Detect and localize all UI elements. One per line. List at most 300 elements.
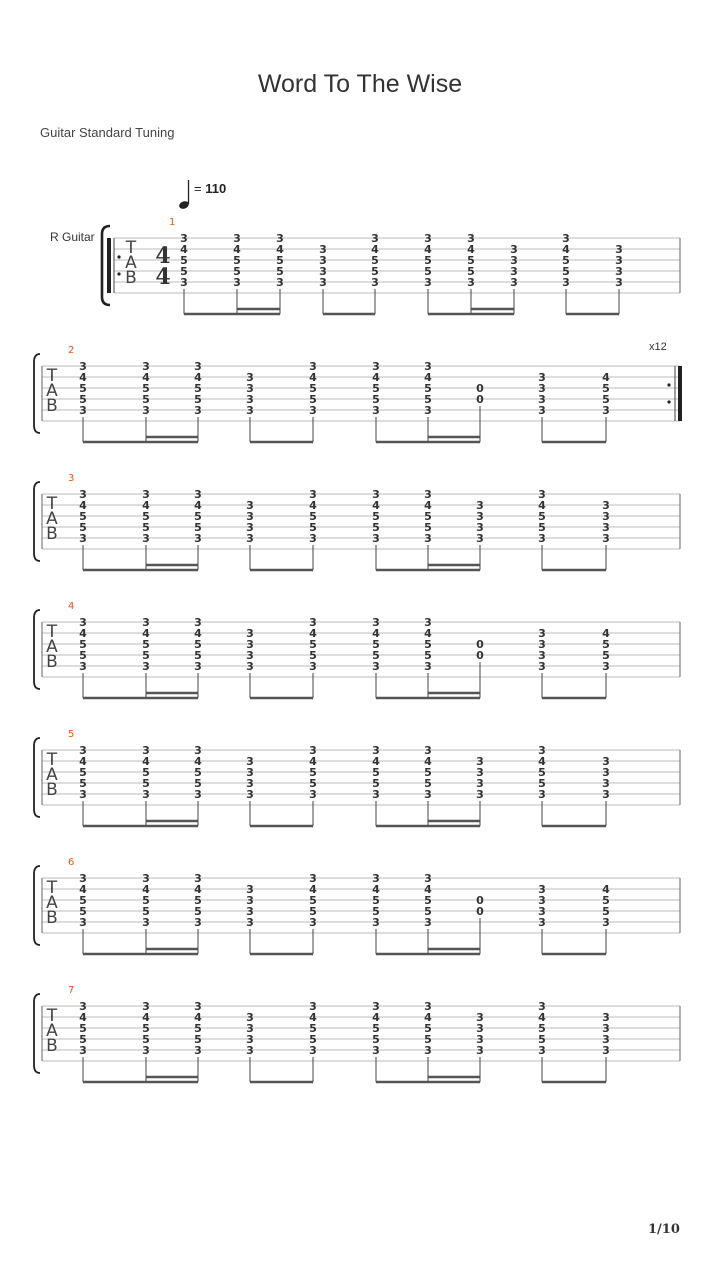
- tab-letter-a: A: [46, 637, 58, 657]
- fret-number: 4: [79, 371, 87, 384]
- fret-number: 4: [233, 243, 241, 256]
- tab-letter-a: A: [125, 253, 137, 273]
- fret-number: 3: [276, 232, 284, 245]
- beat: [142, 744, 150, 826]
- fret-number: 3: [233, 232, 241, 245]
- fret-number: 3: [538, 1044, 546, 1057]
- fret-number: 5: [424, 382, 432, 395]
- fret-number: 3: [246, 510, 254, 523]
- system-bracket: [34, 866, 40, 945]
- fret-number: 4: [194, 627, 202, 640]
- fret-number: 3: [510, 265, 518, 278]
- fret-number: 3: [615, 276, 623, 289]
- fret-number: 0: [476, 894, 484, 907]
- fret-number: 3: [142, 532, 150, 545]
- instrument-label: R Guitar: [50, 230, 95, 244]
- fret-number: 4: [79, 755, 87, 768]
- beat: [602, 499, 610, 570]
- beat: [194, 360, 202, 442]
- fret-number: 5: [372, 649, 380, 662]
- fret-number: 5: [602, 894, 610, 907]
- fret-number: 3: [510, 243, 518, 256]
- tab-letter-t: T: [46, 622, 58, 642]
- fret-number: 3: [194, 788, 202, 801]
- fret-number: 4: [602, 883, 610, 896]
- fret-number: 3: [602, 404, 610, 417]
- fret-number: 3: [319, 265, 327, 278]
- beat: [79, 744, 87, 826]
- fret-number: 5: [276, 254, 284, 267]
- fret-number: 3: [319, 276, 327, 289]
- fret-number: 4: [424, 883, 432, 896]
- fret-number: 3: [194, 1044, 202, 1057]
- fret-number: 5: [180, 265, 188, 278]
- beat: [476, 382, 484, 442]
- fret-number: 4: [372, 627, 380, 640]
- fret-number: 5: [194, 1022, 202, 1035]
- fret-number: 3: [309, 488, 317, 501]
- fret-number: 3: [246, 1033, 254, 1046]
- fret-number: 3: [194, 1000, 202, 1013]
- fret-number: 3: [246, 521, 254, 534]
- fret-number: 3: [309, 532, 317, 545]
- fret-number: 3: [194, 616, 202, 629]
- tab-letter-a: A: [46, 765, 58, 785]
- fret-number: 5: [309, 510, 317, 523]
- fret-number: 3: [309, 744, 317, 757]
- tab-letter-a: A: [46, 893, 58, 913]
- fret-number: 5: [79, 894, 87, 907]
- fret-number: 3: [194, 488, 202, 501]
- fret-number: 3: [476, 777, 484, 790]
- fret-number: 3: [372, 788, 380, 801]
- beat: [602, 883, 610, 954]
- fret-number: 3: [372, 744, 380, 757]
- fret-number: 5: [79, 638, 87, 651]
- beat: [79, 488, 87, 570]
- fret-number: 3: [476, 499, 484, 512]
- fret-number: 3: [246, 649, 254, 662]
- fret-number: 0: [476, 638, 484, 651]
- fret-number: 5: [194, 638, 202, 651]
- fret-number: 4: [467, 243, 475, 256]
- beat: [424, 1000, 432, 1082]
- fret-number: 3: [538, 371, 546, 384]
- fret-number: 5: [372, 510, 380, 523]
- tab-letter-t: T: [125, 238, 137, 258]
- fret-number: 3: [538, 649, 546, 662]
- fret-number: 3: [246, 627, 254, 640]
- fret-number: 5: [372, 1022, 380, 1035]
- tab-letter-t: T: [46, 494, 58, 514]
- tab-letter-t: T: [46, 366, 58, 386]
- fret-number: 5: [424, 265, 432, 278]
- fret-number: 3: [602, 1044, 610, 1057]
- fret-number: 4: [79, 627, 87, 640]
- fret-number: 4: [424, 755, 432, 768]
- fret-number: 3: [194, 660, 202, 673]
- fret-number: 5: [194, 649, 202, 662]
- fret-number: 3: [319, 254, 327, 267]
- beat: [233, 232, 241, 314]
- fret-number: 3: [246, 883, 254, 896]
- fret-number: 5: [79, 766, 87, 779]
- fret-number: 3: [246, 660, 254, 673]
- measure-number: 2: [68, 345, 75, 356]
- fret-number: 3: [538, 905, 546, 918]
- fret-number: 5: [142, 894, 150, 907]
- system-bracket: [34, 354, 40, 433]
- beat: [309, 1000, 317, 1082]
- fret-number: 4: [371, 243, 379, 256]
- fret-number: 4: [538, 1011, 546, 1024]
- fret-number: 3: [424, 532, 432, 545]
- fret-number: 3: [476, 510, 484, 523]
- fret-number: 5: [309, 521, 317, 534]
- beat: [602, 755, 610, 826]
- fret-number: 3: [246, 766, 254, 779]
- fret-number: 5: [142, 905, 150, 918]
- fret-number: 5: [142, 521, 150, 534]
- beat: [467, 232, 475, 314]
- beat: [319, 243, 327, 314]
- fret-number: 3: [246, 393, 254, 406]
- fret-number: 5: [424, 521, 432, 534]
- measure-number: 3: [68, 473, 75, 484]
- tab-letter-b: B: [46, 1036, 58, 1056]
- fret-number: 3: [372, 1044, 380, 1057]
- fret-number: 3: [319, 243, 327, 256]
- beat: [538, 883, 546, 954]
- fret-number: 3: [194, 360, 202, 373]
- fret-number: 5: [142, 638, 150, 651]
- beat: [538, 1000, 546, 1082]
- fret-number: 3: [142, 404, 150, 417]
- tab-letter-t: T: [46, 878, 58, 898]
- fret-number: 3: [538, 393, 546, 406]
- fret-number: 3: [79, 916, 87, 929]
- beat: [424, 488, 432, 570]
- fret-number: 5: [309, 766, 317, 779]
- fret-number: 5: [538, 777, 546, 790]
- system-bracket: [34, 738, 40, 817]
- fret-number: 4: [602, 371, 610, 384]
- beat: [142, 488, 150, 570]
- fret-number: 3: [372, 360, 380, 373]
- fret-number: 3: [476, 766, 484, 779]
- fret-number: 3: [538, 788, 546, 801]
- beat: [79, 1000, 87, 1082]
- fret-number: 3: [246, 755, 254, 768]
- fret-number: 3: [142, 788, 150, 801]
- fret-number: 5: [372, 521, 380, 534]
- beat: [246, 1011, 254, 1082]
- fret-number: 5: [538, 1022, 546, 1035]
- beat: [309, 616, 317, 698]
- fret-number: 4: [142, 755, 150, 768]
- fret-number: 5: [79, 510, 87, 523]
- fret-number: 5: [562, 254, 570, 267]
- fret-number: 3: [615, 254, 623, 267]
- beat: [602, 371, 610, 442]
- fret-number: 3: [602, 777, 610, 790]
- fret-number: 3: [309, 872, 317, 885]
- beat: [372, 360, 380, 442]
- beat: [79, 360, 87, 442]
- fret-number: 3: [246, 499, 254, 512]
- beat: [562, 232, 570, 314]
- beat: [371, 232, 379, 314]
- fret-number: 3: [372, 1000, 380, 1013]
- fret-number: 4: [309, 1011, 317, 1024]
- fret-number: 5: [142, 393, 150, 406]
- fret-number: 3: [476, 1022, 484, 1035]
- fret-number: 3: [372, 616, 380, 629]
- fret-number: 5: [602, 905, 610, 918]
- fret-number: 4: [142, 883, 150, 896]
- fret-number: 4: [194, 499, 202, 512]
- fret-number: 3: [424, 1044, 432, 1057]
- fret-number: 5: [276, 265, 284, 278]
- fret-number: 5: [372, 638, 380, 651]
- measure-number: 7: [68, 985, 75, 996]
- beat: [372, 488, 380, 570]
- fret-number: 3: [424, 916, 432, 929]
- repeat-dot: [117, 255, 120, 258]
- fret-number: 3: [602, 788, 610, 801]
- fret-number: 3: [424, 788, 432, 801]
- fret-number: 3: [372, 488, 380, 501]
- fret-number: 3: [79, 744, 87, 757]
- beat: [142, 616, 150, 698]
- beat: [476, 499, 484, 570]
- fret-number: 4: [194, 1011, 202, 1024]
- fret-number: 3: [602, 510, 610, 523]
- fret-number: 5: [424, 905, 432, 918]
- fret-number: 3: [142, 1000, 150, 1013]
- fret-number: 3: [602, 521, 610, 534]
- fret-number: 4: [538, 499, 546, 512]
- fret-number: 3: [476, 532, 484, 545]
- fret-number: 3: [276, 276, 284, 289]
- beat: [276, 232, 284, 314]
- fret-number: 3: [309, 660, 317, 673]
- fret-number: 4: [79, 499, 87, 512]
- fret-number: 3: [372, 532, 380, 545]
- fret-number: 5: [309, 393, 317, 406]
- fret-number: 3: [180, 276, 188, 289]
- fret-number: 5: [79, 905, 87, 918]
- beat: [246, 499, 254, 570]
- fret-number: 3: [79, 488, 87, 501]
- fret-number: 5: [424, 1022, 432, 1035]
- fret-number: 3: [246, 532, 254, 545]
- fret-number: 4: [194, 755, 202, 768]
- beat: [246, 371, 254, 442]
- fret-number: 4: [309, 883, 317, 896]
- fret-number: 5: [309, 1022, 317, 1035]
- beat: [538, 744, 546, 826]
- fret-number: 3: [424, 276, 432, 289]
- fret-number: 5: [602, 382, 610, 395]
- tab-letter-a: A: [46, 509, 58, 529]
- fret-number: 3: [476, 1011, 484, 1024]
- beat: [424, 872, 432, 954]
- repeat-dot: [667, 400, 670, 403]
- fret-number: 5: [194, 777, 202, 790]
- fret-number: 5: [372, 894, 380, 907]
- time-signature-denominator: 4: [155, 264, 171, 290]
- fret-number: 3: [194, 532, 202, 545]
- fret-number: 3: [615, 265, 623, 278]
- fret-number: 5: [233, 265, 241, 278]
- fret-number: 4: [194, 883, 202, 896]
- fret-number: 4: [309, 499, 317, 512]
- fret-number: 4: [372, 499, 380, 512]
- fret-number: 5: [142, 510, 150, 523]
- fret-number: 3: [79, 1044, 87, 1057]
- fret-number: 5: [233, 254, 241, 267]
- beat: [309, 360, 317, 442]
- measure-2: [34, 345, 682, 442]
- fret-number: 3: [602, 1011, 610, 1024]
- fret-number: 5: [538, 510, 546, 523]
- fret-number: 5: [79, 521, 87, 534]
- repeat-count: x12: [649, 341, 667, 353]
- beat: [372, 1000, 380, 1082]
- fret-number: 3: [602, 755, 610, 768]
- fret-number: 3: [79, 1000, 87, 1013]
- tab-letter-b: B: [46, 524, 58, 544]
- fret-number: 3: [142, 660, 150, 673]
- fret-number: 3: [424, 404, 432, 417]
- tab-letter-a: A: [46, 1021, 58, 1041]
- fret-number: 4: [424, 243, 432, 256]
- fret-number: 3: [309, 616, 317, 629]
- beat: [510, 243, 518, 314]
- fret-number: 5: [424, 510, 432, 523]
- fret-number: 3: [246, 1022, 254, 1035]
- fret-number: 3: [79, 660, 87, 673]
- repeat-dot: [117, 272, 120, 275]
- fret-number: 5: [424, 649, 432, 662]
- fret-number: 5: [142, 777, 150, 790]
- fret-number: 3: [142, 872, 150, 885]
- fret-number: 5: [194, 894, 202, 907]
- fret-number: 3: [538, 382, 546, 395]
- fret-number: 5: [309, 382, 317, 395]
- beat: [309, 872, 317, 954]
- fret-number: 3: [476, 755, 484, 768]
- fret-number: 3: [538, 916, 546, 929]
- tab-letter-b: B: [46, 396, 58, 416]
- beat: [194, 1000, 202, 1082]
- fret-number: 3: [246, 1011, 254, 1024]
- beat: [309, 744, 317, 826]
- fret-number: 5: [602, 393, 610, 406]
- beat: [142, 1000, 150, 1082]
- fret-number: 3: [142, 1044, 150, 1057]
- fret-number: 5: [309, 649, 317, 662]
- fret-number: 5: [309, 638, 317, 651]
- measure-7: [34, 985, 680, 1082]
- fret-number: 3: [538, 660, 546, 673]
- fret-number: 5: [602, 649, 610, 662]
- measure-4: [34, 601, 680, 698]
- fret-number: 3: [538, 532, 546, 545]
- system-bracket: [34, 994, 40, 1073]
- fret-number: 4: [562, 243, 570, 256]
- fret-number: 3: [180, 232, 188, 245]
- fret-number: 3: [309, 1044, 317, 1057]
- fret-number: 3: [194, 404, 202, 417]
- fret-number: 5: [371, 265, 379, 278]
- fret-number: 3: [309, 916, 317, 929]
- beat: [476, 1011, 484, 1082]
- fret-number: 3: [194, 916, 202, 929]
- fret-number: 3: [246, 894, 254, 907]
- beat: [602, 627, 610, 698]
- fret-number: 3: [538, 883, 546, 896]
- fret-number: 3: [79, 532, 87, 545]
- system-bracket: [34, 610, 40, 689]
- fret-number: 3: [602, 1033, 610, 1046]
- fret-number: 3: [142, 744, 150, 757]
- fret-number: 4: [142, 1011, 150, 1024]
- fret-number: 4: [424, 627, 432, 640]
- fret-number: 0: [476, 393, 484, 406]
- fret-number: 5: [372, 382, 380, 395]
- fret-number: 5: [372, 766, 380, 779]
- tab-letter-b: B: [46, 780, 58, 800]
- tuning-label: Guitar Standard Tuning: [40, 125, 175, 140]
- beat: [309, 488, 317, 570]
- system-bracket: [34, 482, 40, 561]
- fret-number: 3: [309, 1000, 317, 1013]
- beat: [424, 360, 432, 442]
- fret-number: 3: [538, 744, 546, 757]
- tab-letter-b: B: [46, 908, 58, 928]
- fret-number: 3: [424, 360, 432, 373]
- fret-number: 4: [79, 883, 87, 896]
- beat: [424, 744, 432, 826]
- fret-number: 3: [538, 894, 546, 907]
- fret-number: 4: [602, 627, 610, 640]
- tab-letter-b: B: [125, 268, 137, 288]
- tab-letter-b: B: [46, 652, 58, 672]
- fret-number: 3: [246, 404, 254, 417]
- fret-number: 4: [142, 371, 150, 384]
- fret-number: 3: [467, 232, 475, 245]
- fret-number: 4: [79, 1011, 87, 1024]
- fret-number: 5: [309, 1033, 317, 1046]
- fret-number: 5: [194, 521, 202, 534]
- measure-number: 4: [68, 601, 75, 612]
- fret-number: 3: [142, 616, 150, 629]
- fret-number: 3: [602, 660, 610, 673]
- fret-number: 5: [309, 905, 317, 918]
- beat: [476, 755, 484, 826]
- song-title: Word To The Wise: [257, 70, 463, 98]
- beat: [79, 872, 87, 954]
- fret-number: 4: [142, 499, 150, 512]
- fret-number: 5: [142, 1033, 150, 1046]
- beat: [79, 616, 87, 698]
- fret-number: 3: [562, 232, 570, 245]
- beat: [194, 744, 202, 826]
- beat: [194, 872, 202, 954]
- fret-number: 3: [602, 532, 610, 545]
